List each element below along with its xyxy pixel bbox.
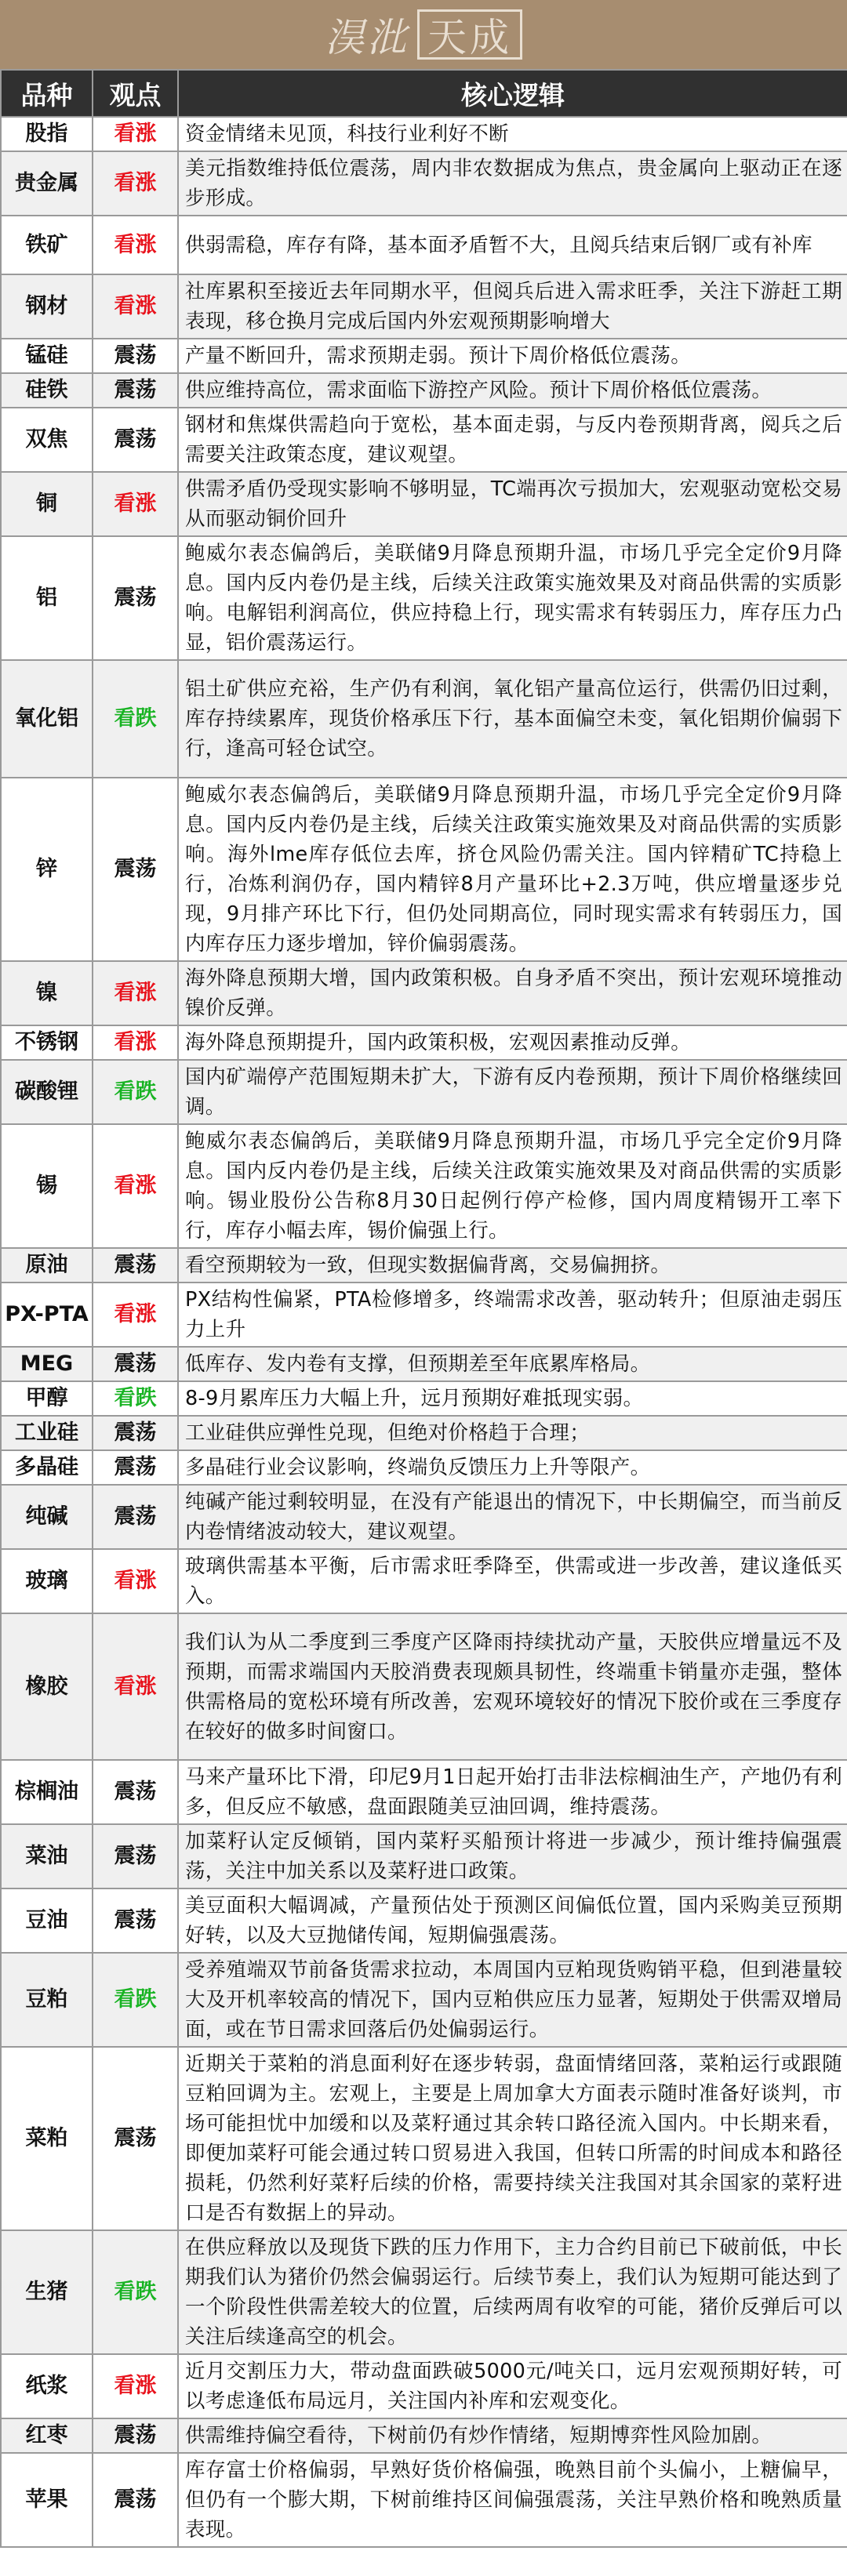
commodity-name: 不锈钢 (1, 1025, 93, 1060)
table-row (1, 274, 847, 339)
table-header-row (1, 70, 847, 117)
table-row (1, 1450, 847, 1485)
view-label: 震荡 (93, 778, 178, 961)
commodity-name: 多晶硅 (1, 1450, 93, 1485)
commodity-name: PX-PTA (1, 1283, 93, 1347)
commodity-view-table (0, 69, 847, 2548)
commodity-name: 棕榈油 (1, 1760, 93, 1824)
core-logic-text: 近月交割压力大，带动盘面跌破5000元/吨关口，远月宏观预期好转，可以考虑逢低布局远月，关注国内补库和宏观变化。 (178, 2354, 847, 2418)
commodity-name: 苹果 (1, 2453, 93, 2547)
view-label: 震荡 (93, 373, 178, 408)
core-logic-text: 铝土矿供应充裕，生产仍有利润，氧化铝产量高位运行，供需仍旧过剩，库存持续累库，现货价格承压下行，基本面偏空未变，氧化铝期价偏弱下行，逢高可轻仓试空。 (178, 660, 847, 778)
core-logic-text: 低库存、发内卷有支撑，但预期差至年底累库格局。 (178, 1347, 847, 1381)
table-row (1, 472, 847, 536)
core-logic-text: 供应维持高位，需求面临下游控产风险。预计下周价格低位震荡。 (178, 373, 847, 408)
table-row (1, 778, 847, 961)
table-row (1, 1549, 847, 1613)
core-logic-text: 美元指数维持低位震荡，周内非农数据成为焦点，贵金属向上驱动正在逐步形成。 (178, 151, 847, 216)
commodity-name: 红枣 (1, 2418, 93, 2453)
view-label: 看涨 (93, 216, 178, 274)
table-row (1, 1124, 847, 1248)
view-label: 震荡 (93, 1416, 178, 1450)
table-row (1, 1025, 847, 1060)
core-logic-text: 鲍威尔表态偏鸽后，美联储9月降息预期升温，市场几乎完全定价9月降息。国内反内卷仍是主线，后续关注政策实施效果及对商品供需的实质影响。锡业股份公告称8月30日起例行停产检修，国内周度精锡开工率下行，库存小幅去库，锡价偏强上行。 (178, 1124, 847, 1248)
view-label: 看涨 (93, 961, 178, 1025)
table-row (1, 2230, 847, 2354)
table-row (1, 117, 847, 151)
commodity-name: 锌 (1, 778, 93, 961)
core-logic-text: 供需矛盾仍受现实影响不够明显，TC端再次亏损加大，宏观驱动宽松交易从而驱动铜价回升 (178, 472, 847, 536)
column-header-logic: 核心逻辑 (178, 70, 847, 117)
table-row (1, 1888, 847, 1953)
table-row (1, 2354, 847, 2418)
table-row (1, 2418, 847, 2453)
logo-text-right: 天成 (427, 15, 512, 60)
view-label: 看涨 (93, 1549, 178, 1613)
column-header-view: 观点 (93, 70, 178, 117)
core-logic-text: 受养殖端双节前备货需求拉动，本周国内豆粕现货购销平稳，但到港量较大及开机率较高的情况下，国内豆粕供应压力显著，短期处于供需双增局面，或在节日需求回落后仍处偏弱运行。 (178, 1953, 847, 2047)
commodity-name: 原油 (1, 1248, 93, 1283)
view-label: 震荡 (93, 1450, 178, 1485)
core-logic-text: 多晶硅行业会议影响，终端负反馈压力上升等限产。 (178, 1450, 847, 1485)
view-label: 震荡 (93, 339, 178, 373)
table-row (1, 339, 847, 373)
table-row (1, 1760, 847, 1824)
view-label: 震荡 (93, 1888, 178, 1953)
core-logic-text: 加菜籽认定反倾销，国内菜籽买船预计将进一步减少，预计维持偏强震荡，关注中加关系以及菜籽进口政策。 (178, 1824, 847, 1888)
core-logic-text: 纯碱产能过剩较明显，在没有产能退出的情况下，中长期偏空，而当前反内卷情绪波动较大，建议观望。 (178, 1485, 847, 1549)
table-row (1, 1485, 847, 1549)
commodity-name: 镍 (1, 961, 93, 1025)
table-row (1, 660, 847, 778)
commodity-name: MEG (1, 1347, 93, 1381)
table-row (1, 1953, 847, 2047)
core-logic-text: 玻璃供需基本平衡，后市需求旺季降至，供需或进一步改善，建议逢低买入。 (178, 1549, 847, 1613)
commodity-name: 碳酸锂 (1, 1060, 93, 1124)
commodity-name: 橡胶 (1, 1613, 93, 1760)
table-row (1, 216, 847, 274)
view-label: 看跌 (93, 2230, 178, 2354)
view-label: 看跌 (93, 1381, 178, 1416)
table-row (1, 1060, 847, 1124)
table-row (1, 1613, 847, 1760)
view-label: 看涨 (93, 472, 178, 536)
table-row (1, 2047, 847, 2230)
core-logic-text: 库存富士价格偏弱，早熟好货价格偏强，晚熟目前个头偏小，上糖偏早，但仍有一个膨大期，下树前维持区间偏强震荡，关注早熟价格和晚熟质量表现。 (178, 2453, 847, 2547)
view-label: 震荡 (93, 2047, 178, 2230)
brand-logo (325, 6, 522, 63)
table-row (1, 961, 847, 1025)
table-row (1, 408, 847, 472)
view-label: 看涨 (93, 1283, 178, 1347)
core-logic-text: 美豆面积大幅调减，产量预估处于预测区间偏低位置，国内采购美豆预期好转，以及大豆抛储传闻，短期偏强震荡。 (178, 1888, 847, 1953)
table-row (1, 2453, 847, 2547)
commodity-name: 纸浆 (1, 2354, 93, 2418)
core-logic-text: 工业硅供应弹性兑现，但绝对价格趋于合理； (178, 1416, 847, 1450)
view-label: 看涨 (93, 1613, 178, 1760)
header-banner (0, 0, 847, 69)
table-row (1, 536, 847, 660)
view-label: 震荡 (93, 1347, 178, 1381)
table-row (1, 373, 847, 408)
logo-text-left: 淏沘 (325, 15, 409, 60)
core-logic-text: 鲍威尔表态偏鸽后，美联储9月降息预期升温，市场几乎完全定价9月降息。国内反内卷仍是主线，后续关注政策实施效果及对商品供需的实质影响。海外lme库存低位去库，挤仓风险仍需关注。国内锌精矿TC持稳上行，冶炼利润仍存，国内精锌8月产量环比+2.3万吨，供应增量逐步兑现，9月排产环比下行，但仍处同期高位，同时现实需求有转弱压力，国内库存压力逐步增加，锌价偏弱震荡。 (178, 778, 847, 961)
commodity-name: 铁矿 (1, 216, 93, 274)
view-label: 看涨 (93, 151, 178, 216)
commodity-name: 锡 (1, 1124, 93, 1248)
commodity-name: 钢材 (1, 274, 93, 339)
view-label: 看涨 (93, 1124, 178, 1248)
commodity-name: 甲醇 (1, 1381, 93, 1416)
logo-text-boxed (417, 9, 522, 60)
core-logic-text: PX结构性偏紧，PTA检修增多，终端需求改善，驱动转升；但原油走弱压力上升 (178, 1283, 847, 1347)
commodity-name: 菜粕 (1, 2047, 93, 2230)
core-logic-text: 鲍威尔表态偏鸽后，美联储9月降息预期升温，市场几乎完全定价9月降息。国内反内卷仍是主线，后续关注政策实施效果及对商品供需的实质影响。电解铝利润高位，供应持稳上行，现实需求有转弱压力，库存压力凸显，铝价震荡运行。 (178, 536, 847, 660)
core-logic-text: 近期关于菜粕的消息面利好在逐步转弱，盘面情绪回落，菜粕运行或跟随豆粕回调为主。宏观上，主要是上周加拿大方面表示随时准备好谈判，市场可能担忧中加缓和以及菜籽通过其余转口路径流入国内。中长期来看，即便加菜籽可能会通过转口贸易进入我国，但转口所需的时间成本和路径损耗，仍然利好菜籽后续的价格，需要持续关注我国对其余国家的菜籽进口是否有数据上的异动。 (178, 2047, 847, 2230)
view-label: 看涨 (93, 274, 178, 339)
view-label: 震荡 (93, 536, 178, 660)
commodity-name: 玻璃 (1, 1549, 93, 1613)
core-logic-text: 看空预期较为一致，但现实数据偏背离，交易偏拥挤。 (178, 1248, 847, 1283)
core-logic-text: 资金情绪未见顶，科技行业利好不断 (178, 117, 847, 151)
table-row (1, 1283, 847, 1347)
core-logic-text: 我们认为从二季度到三季度产区降雨持续扰动产量，天胶供应增量远不及预期，而需求端国内天胶消费表现颇具韧性，终端重卡销量亦走强，整体供需格局的宽松环境有所改善，宏观环境较好的情况下胶价或在三季度存在较好的做多时间窗口。 (178, 1613, 847, 1760)
core-logic-text: 8-9月累库压力大幅上升，远月预期好难抵现实弱。 (178, 1381, 847, 1416)
commodity-name: 纯碱 (1, 1485, 93, 1549)
commodity-name: 铜 (1, 472, 93, 536)
table-row (1, 1248, 847, 1283)
table-row (1, 1381, 847, 1416)
view-label: 震荡 (93, 1824, 178, 1888)
column-header-commodity: 品种 (1, 70, 93, 117)
view-label: 看涨 (93, 117, 178, 151)
commodity-name: 豆粕 (1, 1953, 93, 2047)
view-label: 震荡 (93, 1485, 178, 1549)
view-label: 看跌 (93, 1953, 178, 2047)
core-logic-text: 马来产量环比下滑，印尼9月1日起开始打击非法棕榈油生产，产地仍有利多，但反应不敏感，盘面跟随美豆油回调，维持震荡。 (178, 1760, 847, 1824)
core-logic-text: 供弱需稳，库存有降，基本面矛盾暂不大，且阅兵结束后钢厂或有补库 (178, 216, 847, 274)
core-logic-text: 社库累积至接近去年同期水平，但阅兵后进入需求旺季，关注下游赶工期表现，移仓换月完成后国内外宏观预期影响增大 (178, 274, 847, 339)
view-label: 震荡 (93, 2453, 178, 2547)
table-row (1, 1416, 847, 1450)
commodity-name: 硅铁 (1, 373, 93, 408)
commodity-name: 铝 (1, 536, 93, 660)
table-row (1, 1824, 847, 1888)
view-label: 震荡 (93, 408, 178, 472)
view-label: 震荡 (93, 1760, 178, 1824)
commodity-name: 工业硅 (1, 1416, 93, 1450)
view-label: 看跌 (93, 660, 178, 778)
commodity-name: 生猪 (1, 2230, 93, 2354)
commodity-name: 贵金属 (1, 151, 93, 216)
view-label: 看涨 (93, 2354, 178, 2418)
commodity-name: 锰硅 (1, 339, 93, 373)
core-logic-text: 海外降息预期提升，国内政策积极，宏观因素推动反弹。 (178, 1025, 847, 1060)
commodity-name: 菜油 (1, 1824, 93, 1888)
core-logic-text: 国内矿端停产范围短期未扩大，下游有反内卷预期，预计下周价格继续回调。 (178, 1060, 847, 1124)
commodity-name: 股指 (1, 117, 93, 151)
core-logic-text: 产量不断回升，需求预期走弱。预计下周价格低位震荡。 (178, 339, 847, 373)
commodity-name: 氧化铝 (1, 660, 93, 778)
core-logic-text: 海外降息预期大增，国内政策积极。自身矛盾不突出，预计宏观环境推动镍价反弹。 (178, 961, 847, 1025)
commodity-name: 双焦 (1, 408, 93, 472)
commodity-name: 豆油 (1, 1888, 93, 1953)
core-logic-text: 钢材和焦煤供需趋向于宽松，基本面走弱，与反内卷预期背离，阅兵之后需要关注政策态度，建议观望。 (178, 408, 847, 472)
core-logic-text: 在供应释放以及现货下跌的压力作用下，主力合约目前已下破前低，中长期我们认为猪价仍然会偏弱运行。后续节奏上，我们认为短期可能达到了一个阶段性供需差较大的位置，后续两周有收窄的可能，猪价反弹后可以关注后续逢高空的机会。 (178, 2230, 847, 2354)
table-row (1, 1347, 847, 1381)
view-label: 震荡 (93, 1248, 178, 1283)
table-row (1, 151, 847, 216)
core-logic-text: 供需维持偏空看待，下树前仍有炒作情绪，短期博弈性风险加剧。 (178, 2418, 847, 2453)
view-label: 看涨 (93, 1025, 178, 1060)
view-label: 看跌 (93, 1060, 178, 1124)
view-label: 震荡 (93, 2418, 178, 2453)
